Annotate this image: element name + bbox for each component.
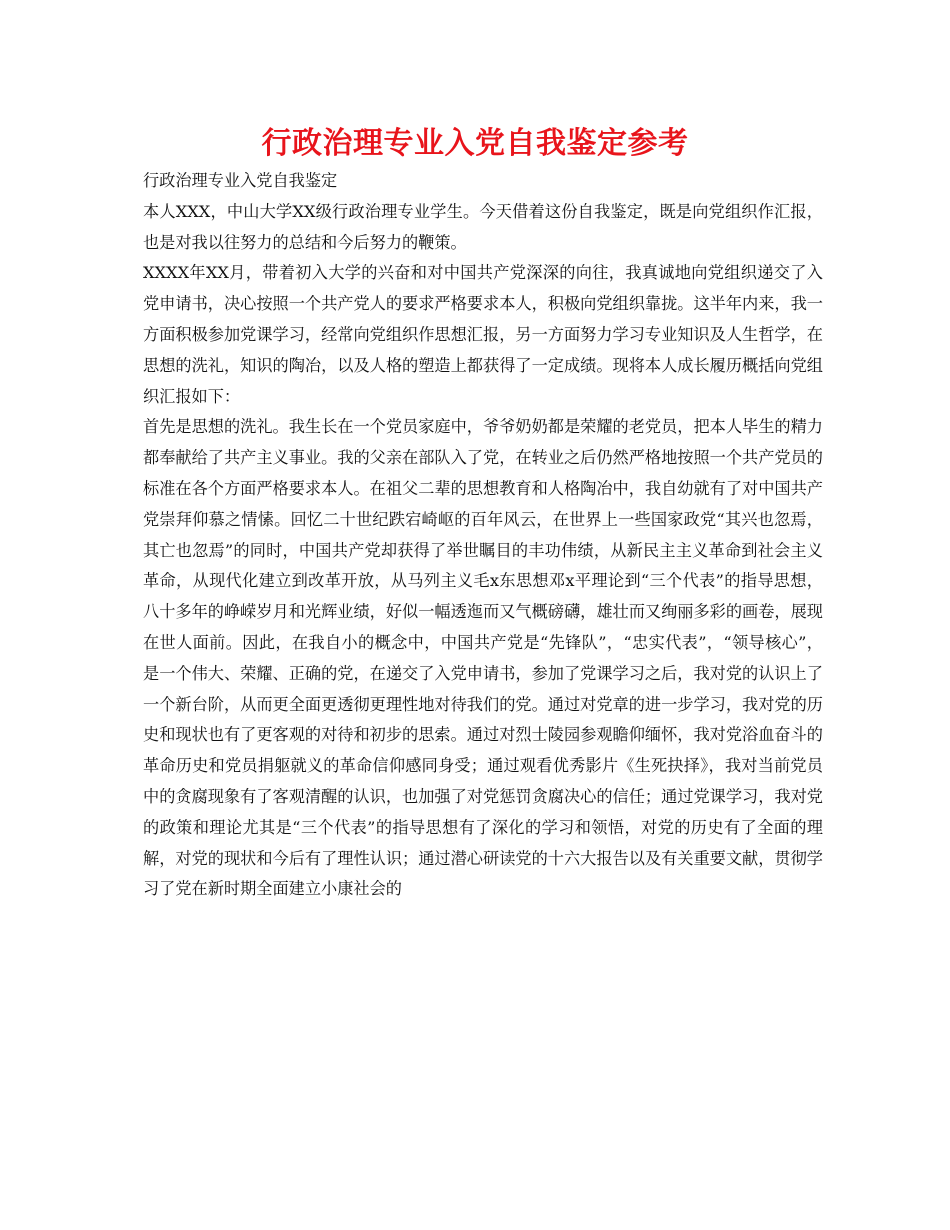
paragraph-subtitle: 行政治理专业入党自我鉴定 bbox=[143, 171, 338, 190]
document-title: 行政治理专业入党自我鉴定参考 bbox=[261, 126, 689, 161]
paragraph-thought: 首先是思想的洗礼。我生长在一个党员家庭中，爷爷奶奶都是荣耀的老党员，把本人毕生的精力都奉献给了共产主义事业。我的父亲在部队入了党，在转业之后仍然严格地按照一个共产党员的标准在各个方面严格要求本人。在祖父二辈的思想教育和人格陶冶中，我自幼就有了对中国共产党崇拜仰慕之情愫。回忆二十世纪跌宕崎岖的百年风云，在世界上一些国家政党“其兴也忽焉，其亡也忽焉”的同时，中国共产党却获得了举世瞩目的丰功伟绩，从新民主主义革命到社会主义革命，从现代化建立到改革开放，从马列主义毛x东思想邓x平理论到“三个代表”的指导思想，八十多年的峥嵘岁月和光辉业绩，好似一幅透迤而又气概磅礴，雄壮而又绚丽多彩的画卷，展现在世人面前。因此，在我自小的概念中，中国共产党是“先锋队”，“忠实代表”，“领导核心”，是一个伟大、荣耀、正确的党，在递交了入党申请书，参加了党课学习之后，我对党的认识上了一个新台阶，从而更全面更透彻更理性地对待我们的党。通过对党章的进一步学习，我对党的历史和现状也有了更客观的对待和初步的思索。通过对烈士陵园参观瞻仰缅怀，我对党浴血奋斗的革命历史和党员捐躯就义的革命信仰感同身受；通过观看优秀影片《生死抉择》，我对当前党员中的贪腐现象有了客观清醒的认识，也加强了对党惩罚贪腐决心的信任；通过党课学习，我对党的政策和理论尤其是“三个代表”的指导思想有了深化的学习和领悟，对党的历史有了全面的理解，对党的现状和今后有了理性认识；通过潜心研读党的十六大报告以及有关重要文献，贯彻学习了党在新时期全面建立小康社会的 bbox=[143, 417, 823, 899]
paragraph-intro: 本人XXX，中山大学XX级行政治理专业学生。今天借着这份自我鉴定，既是向党组织作汇报，也是对我以往努力的总结和今后努力的鞭策。 bbox=[143, 201, 823, 252]
paragraph-application: XXXX年XX月，带着初入大学的兴奋和对中国共产党深深的向往，我真诚地向党组织递交了入党申请书，决心按照一个共产党人的要求严格要求本人，积极向党组织靠拢。这半年内来，我一方面积极参加党课学习，经常向党组织作思想汇报，另一方面努力学习专业知识及人生哲学，在思想的洗礼，知识的陶冶，以及人格的塑造上都获得了一定成绩。现将本人成长履历概括向党组织汇报如下： bbox=[143, 263, 823, 406]
document-body bbox=[143, 166, 823, 905]
